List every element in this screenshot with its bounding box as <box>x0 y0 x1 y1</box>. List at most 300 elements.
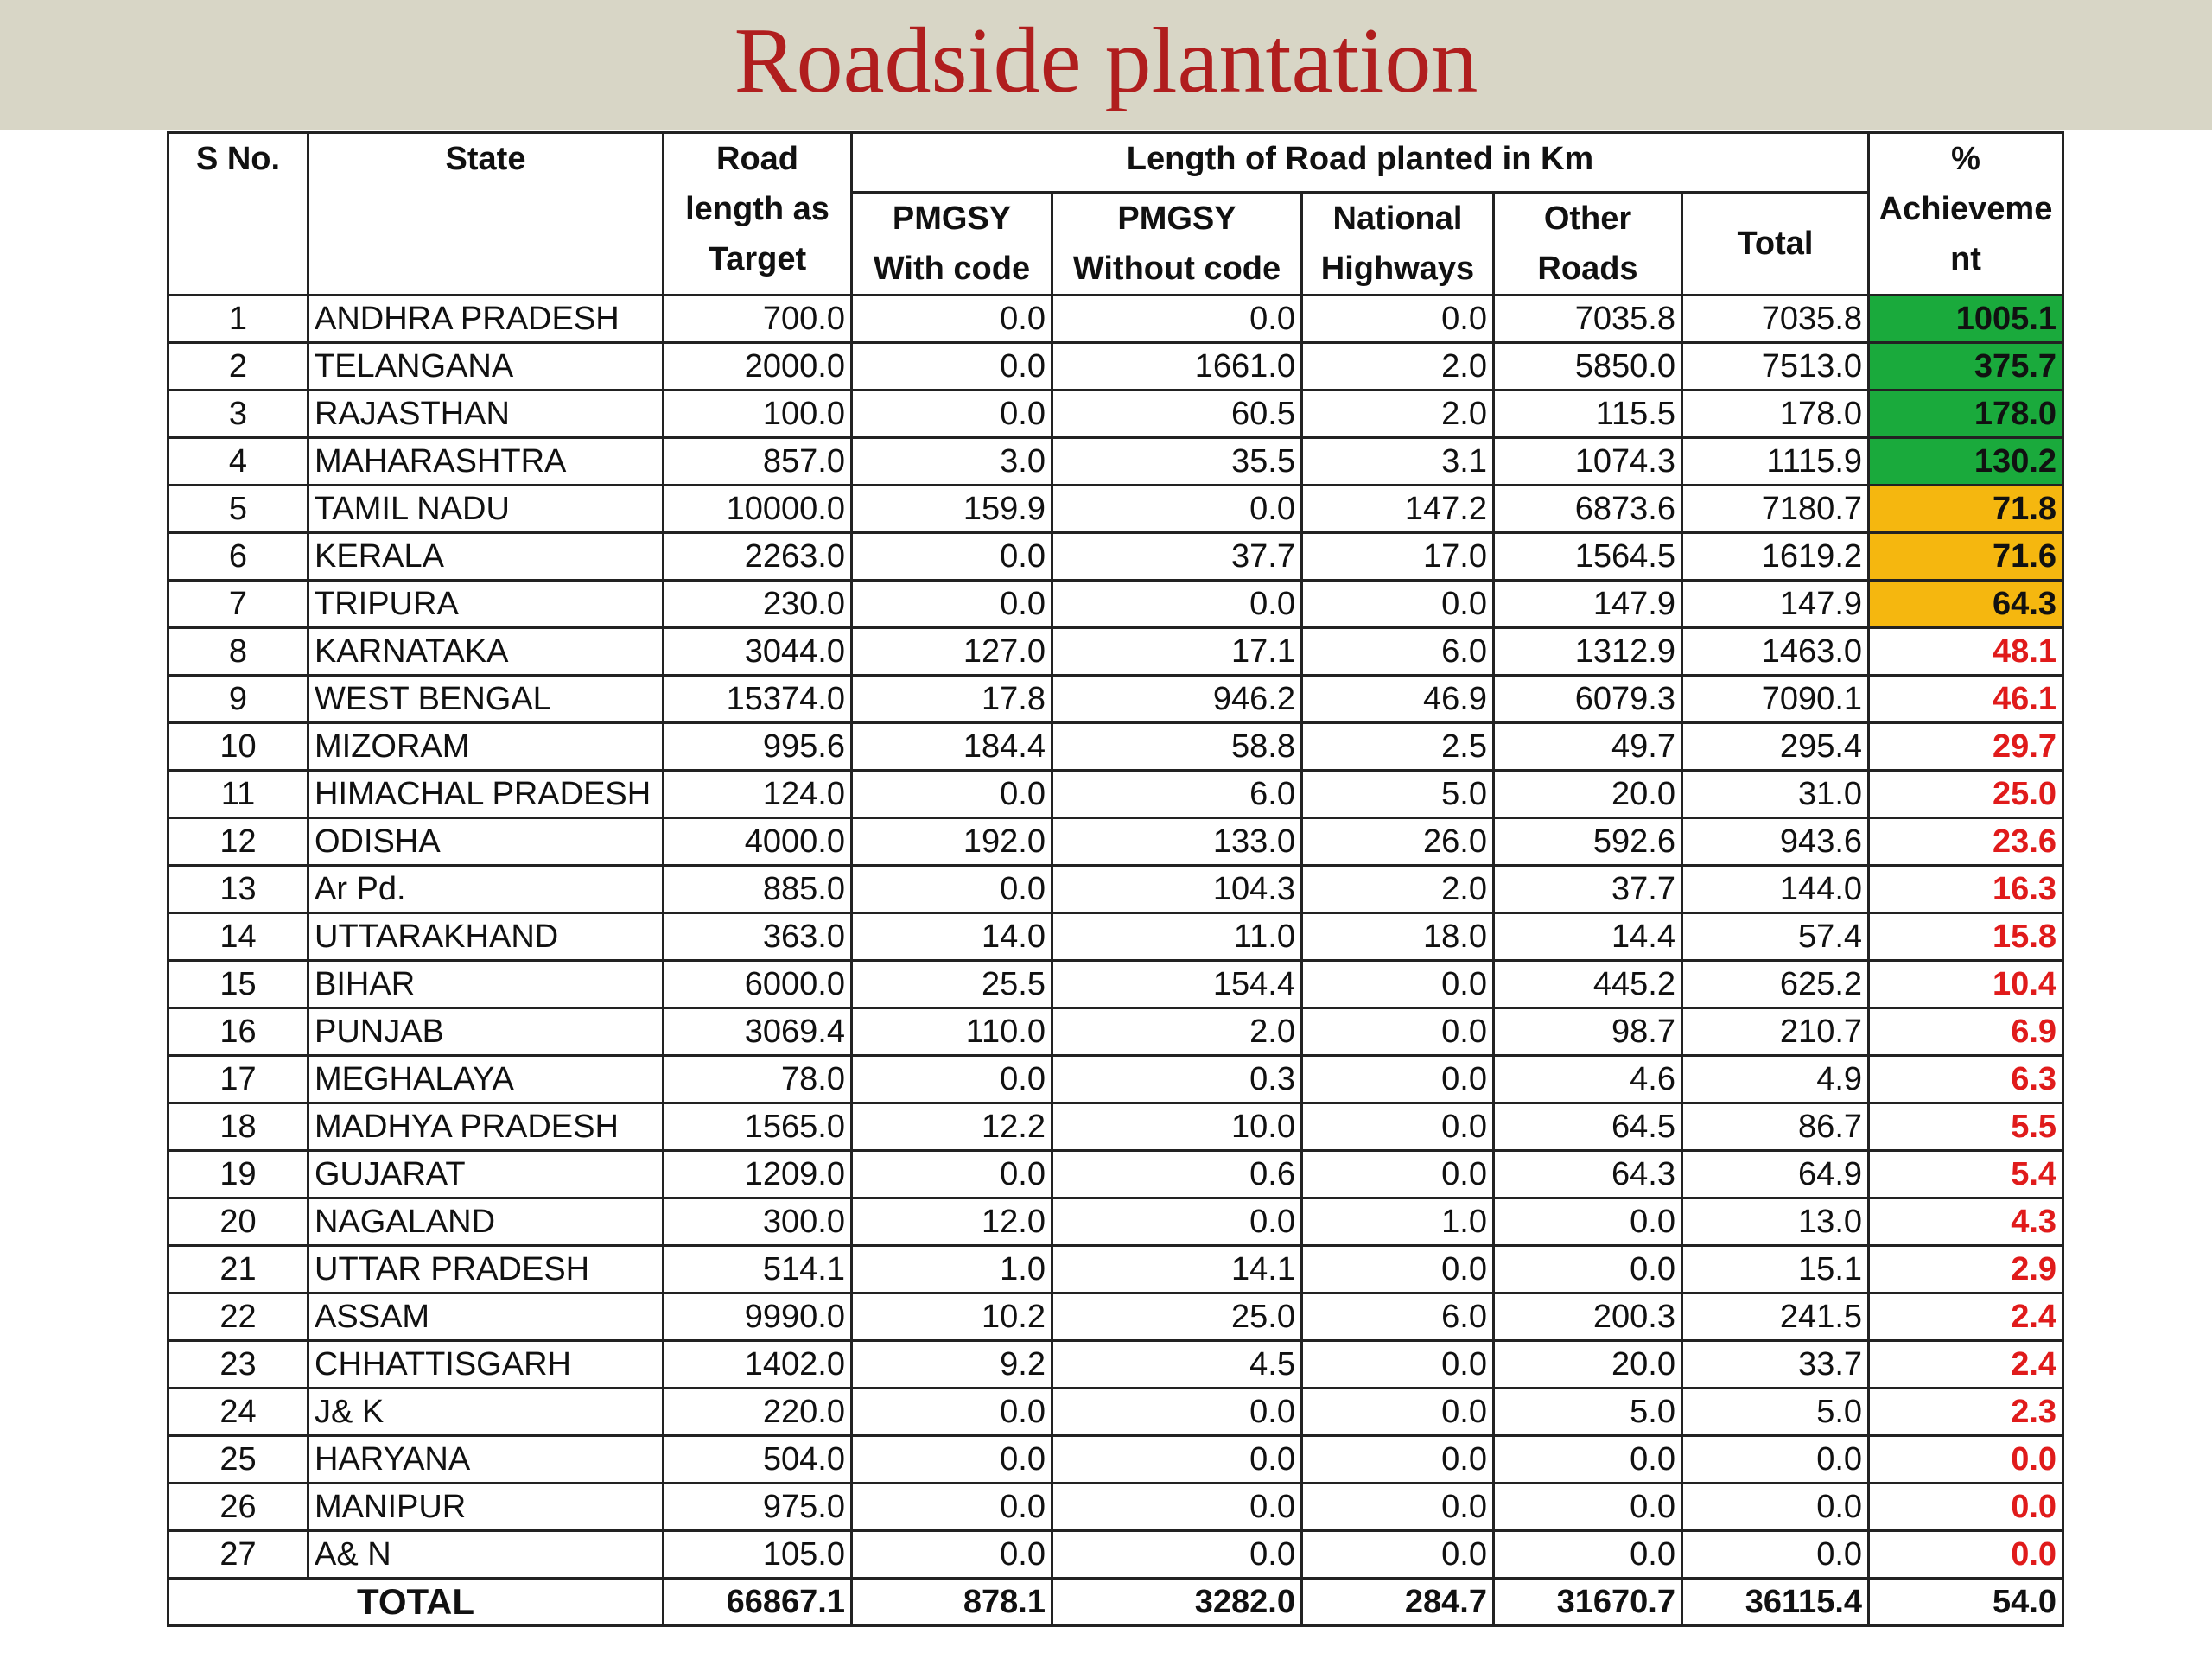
cell-national-highways: 2.0 <box>1302 866 1494 913</box>
cell-pmgsy-without: 0.0 <box>1052 1531 1302 1579</box>
cell-pmgsy-without: 104.3 <box>1052 866 1302 913</box>
header-other-line-1: Other <box>1543 200 1632 237</box>
cell-other-roads: 49.7 <box>1494 723 1682 771</box>
table-row <box>168 676 2063 723</box>
cell-sno: 1 <box>168 296 308 343</box>
cell-total: 7090.1 <box>1682 676 1869 723</box>
header-other-roads <box>1494 193 1682 296</box>
cell-road-target: 2263.0 <box>664 533 852 581</box>
cell-pmgsy-with: 14.0 <box>852 913 1052 961</box>
table-row <box>168 1103 2063 1151</box>
cell-total: 1115.9 <box>1682 438 1869 486</box>
total-pmgsy-without: 3282.0 <box>1052 1579 1302 1626</box>
table-row <box>168 1436 2063 1484</box>
cell-pmgsy-with: 12.0 <box>852 1198 1052 1246</box>
cell-pmgsy-with: 1.0 <box>852 1246 1052 1294</box>
cell-national-highways: 0.0 <box>1302 1151 1494 1198</box>
cell-pmgsy-with: 0.0 <box>852 391 1052 438</box>
cell-pmgsy-without: 154.4 <box>1052 961 1302 1008</box>
header-road-target-line-3: Target <box>708 241 807 277</box>
table-row <box>168 818 2063 866</box>
cell-pmgsy-with: 0.0 <box>852 581 1052 628</box>
header-road-target-line-1: Road <box>716 141 798 177</box>
cell-achievement: 178.0 <box>1869 391 2063 438</box>
cell-achievement: 15.8 <box>1869 913 2063 961</box>
cell-national-highways: 0.0 <box>1302 1246 1494 1294</box>
cell-other-roads: 115.5 <box>1494 391 1682 438</box>
cell-achievement: 29.7 <box>1869 723 2063 771</box>
cell-total: 86.7 <box>1682 1103 1869 1151</box>
cell-total: 4.9 <box>1682 1056 1869 1103</box>
cell-national-highways: 0.0 <box>1302 296 1494 343</box>
cell-other-roads: 592.6 <box>1494 818 1682 866</box>
cell-national-highways: 0.0 <box>1302 1531 1494 1579</box>
cell-total: 13.0 <box>1682 1198 1869 1246</box>
table-row <box>168 723 2063 771</box>
cell-national-highways: 5.0 <box>1302 771 1494 818</box>
cell-pmgsy-with: 25.5 <box>852 961 1052 1008</box>
cell-national-highways: 2.0 <box>1302 343 1494 391</box>
cell-national-highways: 0.0 <box>1302 1389 1494 1436</box>
table-row <box>168 1198 2063 1246</box>
cell-other-roads: 0.0 <box>1494 1484 1682 1531</box>
cell-sno: 20 <box>168 1198 308 1246</box>
cell-road-target: 9990.0 <box>664 1294 852 1341</box>
cell-sno: 7 <box>168 581 308 628</box>
cell-sno: 8 <box>168 628 308 676</box>
header-national-highways <box>1302 193 1494 296</box>
cell-road-target: 4000.0 <box>664 818 852 866</box>
table-row <box>168 771 2063 818</box>
cell-pmgsy-without: 58.8 <box>1052 723 1302 771</box>
cell-road-target: 124.0 <box>664 771 852 818</box>
cell-sno: 2 <box>168 343 308 391</box>
cell-achievement: 2.4 <box>1869 1341 2063 1389</box>
cell-total: 144.0 <box>1682 866 1869 913</box>
cell-pmgsy-without: 10.0 <box>1052 1103 1302 1151</box>
cell-road-target: 10000.0 <box>664 486 852 533</box>
cell-national-highways: 6.0 <box>1302 628 1494 676</box>
cell-state: ASSAM <box>308 1294 664 1341</box>
cell-total: 1619.2 <box>1682 533 1869 581</box>
header-national-line-1: National <box>1332 200 1463 237</box>
cell-other-roads: 6873.6 <box>1494 486 1682 533</box>
cell-achievement: 16.3 <box>1869 866 2063 913</box>
cell-road-target: 514.1 <box>664 1246 852 1294</box>
cell-total: 33.7 <box>1682 1341 1869 1389</box>
cell-achievement: 0.0 <box>1869 1484 2063 1531</box>
cell-national-highways: 0.0 <box>1302 1008 1494 1056</box>
header-pmgsy-with-line-2: With code <box>873 251 1031 287</box>
cell-road-target: 230.0 <box>664 581 852 628</box>
cell-pmgsy-with: 17.8 <box>852 676 1052 723</box>
cell-state: MIZORAM <box>308 723 664 771</box>
table-row <box>168 438 2063 486</box>
plantation-table-container <box>167 131 2064 1627</box>
cell-other-roads: 98.7 <box>1494 1008 1682 1056</box>
cell-total: 178.0 <box>1682 391 1869 438</box>
header-achievement-line-3: nt <box>1950 241 1981 277</box>
cell-pmgsy-with: 12.2 <box>852 1103 1052 1151</box>
cell-achievement: 0.0 <box>1869 1531 2063 1579</box>
cell-national-highways: 0.0 <box>1302 1484 1494 1531</box>
cell-road-target: 2000.0 <box>664 343 852 391</box>
cell-total: 64.9 <box>1682 1151 1869 1198</box>
cell-other-roads: 0.0 <box>1494 1531 1682 1579</box>
cell-other-roads: 4.6 <box>1494 1056 1682 1103</box>
cell-other-roads: 147.9 <box>1494 581 1682 628</box>
cell-national-highways: 0.0 <box>1302 1103 1494 1151</box>
header-state: State <box>308 133 664 296</box>
cell-state: HARYANA <box>308 1436 664 1484</box>
cell-achievement: 64.3 <box>1869 581 2063 628</box>
table-body <box>168 296 2063 1579</box>
cell-total: 7180.7 <box>1682 486 1869 533</box>
cell-pmgsy-without: 946.2 <box>1052 676 1302 723</box>
table-row <box>168 296 2063 343</box>
cell-pmgsy-with: 0.0 <box>852 1151 1052 1198</box>
cell-pmgsy-with: 184.4 <box>852 723 1052 771</box>
cell-road-target: 78.0 <box>664 1056 852 1103</box>
cell-national-highways: 17.0 <box>1302 533 1494 581</box>
cell-achievement: 0.0 <box>1869 1436 2063 1484</box>
cell-other-roads: 5.0 <box>1494 1389 1682 1436</box>
cell-sno: 16 <box>168 1008 308 1056</box>
cell-sno: 11 <box>168 771 308 818</box>
cell-pmgsy-without: 14.1 <box>1052 1246 1302 1294</box>
cell-national-highways: 0.0 <box>1302 1341 1494 1389</box>
cell-pmgsy-without: 2.0 <box>1052 1008 1302 1056</box>
cell-state: NAGALAND <box>308 1198 664 1246</box>
cell-pmgsy-with: 10.2 <box>852 1294 1052 1341</box>
cell-sno: 13 <box>168 866 308 913</box>
cell-state: MAHARASHTRA <box>308 438 664 486</box>
cell-road-target: 700.0 <box>664 296 852 343</box>
cell-pmgsy-without: 6.0 <box>1052 771 1302 818</box>
cell-sno: 5 <box>168 486 308 533</box>
cell-other-roads: 0.0 <box>1494 1198 1682 1246</box>
cell-sno: 19 <box>168 1151 308 1198</box>
header-other-line-2: Roads <box>1537 251 1638 287</box>
cell-pmgsy-with: 0.0 <box>852 1389 1052 1436</box>
cell-pmgsy-with: 9.2 <box>852 1341 1052 1389</box>
cell-sno: 26 <box>168 1484 308 1531</box>
cell-road-target: 857.0 <box>664 438 852 486</box>
cell-achievement: 48.1 <box>1869 628 2063 676</box>
cell-road-target: 3044.0 <box>664 628 852 676</box>
cell-sno: 17 <box>168 1056 308 1103</box>
cell-pmgsy-without: 0.0 <box>1052 1389 1302 1436</box>
cell-national-highways: 0.0 <box>1302 961 1494 1008</box>
cell-road-target: 3069.4 <box>664 1008 852 1056</box>
total-other-roads: 31670.7 <box>1494 1579 1682 1626</box>
cell-state: MADHYA PRADESH <box>308 1103 664 1151</box>
table-row <box>168 866 2063 913</box>
cell-pmgsy-without: 0.0 <box>1052 296 1302 343</box>
cell-achievement: 4.3 <box>1869 1198 2063 1246</box>
cell-achievement: 6.9 <box>1869 1008 2063 1056</box>
header-group-length-planted: Length of Road planted in Km <box>852 133 1869 193</box>
table-row <box>168 1389 2063 1436</box>
cell-achievement: 5.5 <box>1869 1103 2063 1151</box>
cell-achievement: 71.8 <box>1869 486 2063 533</box>
cell-pmgsy-without: 25.0 <box>1052 1294 1302 1341</box>
cell-pmgsy-without: 133.0 <box>1052 818 1302 866</box>
cell-sno: 18 <box>168 1103 308 1151</box>
cell-national-highways: 0.0 <box>1302 1436 1494 1484</box>
header-pmgsy-with-code <box>852 193 1052 296</box>
cell-road-target: 995.6 <box>664 723 852 771</box>
cell-state: CHHATTISGARH <box>308 1341 664 1389</box>
table-row <box>168 1056 2063 1103</box>
header-road-target <box>664 133 852 296</box>
cell-state: KARNATAKA <box>308 628 664 676</box>
cell-pmgsy-without: 0.0 <box>1052 486 1302 533</box>
cell-road-target: 1209.0 <box>664 1151 852 1198</box>
cell-road-target: 975.0 <box>664 1484 852 1531</box>
table-row <box>168 343 2063 391</box>
table-row <box>168 913 2063 961</box>
cell-other-roads: 64.5 <box>1494 1103 1682 1151</box>
cell-state: WEST BENGAL <box>308 676 664 723</box>
cell-road-target: 1565.0 <box>664 1103 852 1151</box>
cell-pmgsy-without: 37.7 <box>1052 533 1302 581</box>
cell-national-highways: 0.0 <box>1302 1056 1494 1103</box>
table-row <box>168 1008 2063 1056</box>
cell-achievement: 5.4 <box>1869 1151 2063 1198</box>
cell-total: 31.0 <box>1682 771 1869 818</box>
cell-other-roads: 1074.3 <box>1494 438 1682 486</box>
cell-national-highways: 147.2 <box>1302 486 1494 533</box>
cell-state: BIHAR <box>308 961 664 1008</box>
cell-road-target: 504.0 <box>664 1436 852 1484</box>
cell-national-highways: 2.5 <box>1302 723 1494 771</box>
header-pmgsy-without-code <box>1052 193 1302 296</box>
total-label: TOTAL <box>168 1579 664 1626</box>
table-row <box>168 1484 2063 1531</box>
cell-state: UTTARAKHAND <box>308 913 664 961</box>
cell-road-target: 105.0 <box>664 1531 852 1579</box>
header-pmgsy-without-line-1: PMGSY <box>1117 200 1236 237</box>
cell-total: 7035.8 <box>1682 296 1869 343</box>
cell-state: UTTAR PRADESH <box>308 1246 664 1294</box>
cell-pmgsy-without: 35.5 <box>1052 438 1302 486</box>
cell-pmgsy-with: 0.0 <box>852 1484 1052 1531</box>
table-row <box>168 1246 2063 1294</box>
cell-achievement: 46.1 <box>1869 676 2063 723</box>
cell-state: ANDHRA PRADESH <box>308 296 664 343</box>
cell-pmgsy-without: 0.3 <box>1052 1056 1302 1103</box>
header-national-line-2: Highways <box>1320 251 1475 287</box>
total-achievement: 54.0 <box>1869 1579 2063 1626</box>
cell-national-highways: 46.9 <box>1302 676 1494 723</box>
cell-achievement: 2.4 <box>1869 1294 2063 1341</box>
table-row <box>168 391 2063 438</box>
cell-total: 241.5 <box>1682 1294 1869 1341</box>
cell-achievement: 71.6 <box>1869 533 2063 581</box>
cell-national-highways: 3.1 <box>1302 438 1494 486</box>
table-row <box>168 1531 2063 1579</box>
table-row <box>168 1151 2063 1198</box>
cell-sno: 25 <box>168 1436 308 1484</box>
cell-road-target: 6000.0 <box>664 961 852 1008</box>
table-row <box>168 961 2063 1008</box>
header-achievement <box>1869 133 2063 296</box>
cell-other-roads: 64.3 <box>1494 1151 1682 1198</box>
cell-pmgsy-without: 0.0 <box>1052 1484 1302 1531</box>
cell-state: PUNJAB <box>308 1008 664 1056</box>
cell-other-roads: 20.0 <box>1494 1341 1682 1389</box>
cell-state: GUJARAT <box>308 1151 664 1198</box>
table-row <box>168 486 2063 533</box>
cell-sno: 6 <box>168 533 308 581</box>
cell-pmgsy-with: 0.0 <box>852 343 1052 391</box>
cell-pmgsy-with: 192.0 <box>852 818 1052 866</box>
total-row <box>168 1579 2063 1626</box>
cell-sno: 9 <box>168 676 308 723</box>
cell-pmgsy-without: 0.0 <box>1052 581 1302 628</box>
table-row <box>168 628 2063 676</box>
cell-pmgsy-without: 11.0 <box>1052 913 1302 961</box>
cell-road-target: 363.0 <box>664 913 852 961</box>
cell-sno: 27 <box>168 1531 308 1579</box>
cell-sno: 24 <box>168 1389 308 1436</box>
cell-other-roads: 14.4 <box>1494 913 1682 961</box>
total-total: 36115.4 <box>1682 1579 1869 1626</box>
cell-national-highways: 18.0 <box>1302 913 1494 961</box>
cell-achievement: 2.3 <box>1869 1389 2063 1436</box>
cell-state: Ar Pd. <box>308 866 664 913</box>
cell-pmgsy-with: 159.9 <box>852 486 1052 533</box>
cell-pmgsy-with: 0.0 <box>852 1531 1052 1579</box>
cell-sno: 3 <box>168 391 308 438</box>
cell-total: 0.0 <box>1682 1531 1869 1579</box>
cell-state: RAJASTHAN <box>308 391 664 438</box>
cell-state: TELANGANA <box>308 343 664 391</box>
cell-other-roads: 1564.5 <box>1494 533 1682 581</box>
total-national-highways: 284.7 <box>1302 1579 1494 1626</box>
header-road-target-line-2: length as <box>685 191 830 227</box>
cell-other-roads: 37.7 <box>1494 866 1682 913</box>
cell-national-highways: 0.0 <box>1302 581 1494 628</box>
cell-total: 1463.0 <box>1682 628 1869 676</box>
cell-total: 0.0 <box>1682 1436 1869 1484</box>
table-row <box>168 1341 2063 1389</box>
cell-road-target: 885.0 <box>664 866 852 913</box>
cell-road-target: 300.0 <box>664 1198 852 1246</box>
cell-national-highways: 26.0 <box>1302 818 1494 866</box>
cell-achievement: 2.9 <box>1869 1246 2063 1294</box>
cell-pmgsy-with: 0.0 <box>852 1436 1052 1484</box>
total-pmgsy-with: 878.1 <box>852 1579 1052 1626</box>
cell-sno: 15 <box>168 961 308 1008</box>
cell-total: 943.6 <box>1682 818 1869 866</box>
cell-road-target: 15374.0 <box>664 676 852 723</box>
cell-national-highways: 2.0 <box>1302 391 1494 438</box>
header-pmgsy-with-line-1: PMGSY <box>892 200 1012 237</box>
cell-achievement: 375.7 <box>1869 343 2063 391</box>
cell-total: 57.4 <box>1682 913 1869 961</box>
cell-other-roads: 445.2 <box>1494 961 1682 1008</box>
cell-sno: 10 <box>168 723 308 771</box>
header-pmgsy-without-line-2: Without code <box>1072 251 1281 287</box>
cell-pmgsy-without: 1661.0 <box>1052 343 1302 391</box>
cell-pmgsy-with: 0.0 <box>852 1056 1052 1103</box>
cell-other-roads: 200.3 <box>1494 1294 1682 1341</box>
header-row-top <box>168 133 2063 193</box>
cell-pmgsy-without: 60.5 <box>1052 391 1302 438</box>
cell-pmgsy-with: 0.0 <box>852 533 1052 581</box>
cell-sno: 23 <box>168 1341 308 1389</box>
cell-sno: 12 <box>168 818 308 866</box>
plantation-table <box>167 131 2064 1627</box>
cell-pmgsy-with: 3.0 <box>852 438 1052 486</box>
header-achievement-line-2: Achieveme <box>1878 191 2053 227</box>
cell-state: KERALA <box>308 533 664 581</box>
cell-other-roads: 0.0 <box>1494 1436 1682 1484</box>
cell-total: 7513.0 <box>1682 343 1869 391</box>
header-achievement-line-1: % <box>1951 141 1980 177</box>
cell-total: 147.9 <box>1682 581 1869 628</box>
cell-state: ODISHA <box>308 818 664 866</box>
cell-other-roads: 1312.9 <box>1494 628 1682 676</box>
table-row <box>168 533 2063 581</box>
cell-total: 210.7 <box>1682 1008 1869 1056</box>
cell-total: 625.2 <box>1682 961 1869 1008</box>
page-title: Roadside plantation <box>734 10 1478 112</box>
cell-pmgsy-with: 0.0 <box>852 296 1052 343</box>
cell-pmgsy-with: 0.0 <box>852 771 1052 818</box>
cell-pmgsy-without: 17.1 <box>1052 628 1302 676</box>
cell-pmgsy-with: 110.0 <box>852 1008 1052 1056</box>
header-sno: S No. <box>168 133 308 296</box>
cell-road-target: 100.0 <box>664 391 852 438</box>
cell-pmgsy-with: 127.0 <box>852 628 1052 676</box>
cell-achievement: 1005.1 <box>1869 296 2063 343</box>
cell-sno: 4 <box>168 438 308 486</box>
cell-state: TRIPURA <box>308 581 664 628</box>
table-row <box>168 1294 2063 1341</box>
cell-other-roads: 0.0 <box>1494 1246 1682 1294</box>
cell-national-highways: 6.0 <box>1302 1294 1494 1341</box>
cell-other-roads: 7035.8 <box>1494 296 1682 343</box>
cell-sno: 21 <box>168 1246 308 1294</box>
cell-total: 295.4 <box>1682 723 1869 771</box>
cell-total: 0.0 <box>1682 1484 1869 1531</box>
cell-other-roads: 20.0 <box>1494 771 1682 818</box>
cell-achievement: 23.6 <box>1869 818 2063 866</box>
cell-achievement: 25.0 <box>1869 771 2063 818</box>
cell-road-target: 220.0 <box>664 1389 852 1436</box>
cell-sno: 14 <box>168 913 308 961</box>
total-target: 66867.1 <box>664 1579 852 1626</box>
cell-achievement: 10.4 <box>1869 961 2063 1008</box>
cell-state: HIMACHAL PRADESH <box>308 771 664 818</box>
cell-other-roads: 5850.0 <box>1494 343 1682 391</box>
cell-total: 5.0 <box>1682 1389 1869 1436</box>
cell-state: MANIPUR <box>308 1484 664 1531</box>
cell-sno: 22 <box>168 1294 308 1341</box>
cell-state: J& K <box>308 1389 664 1436</box>
cell-pmgsy-without: 0.0 <box>1052 1198 1302 1246</box>
table-row <box>168 581 2063 628</box>
cell-other-roads: 6079.3 <box>1494 676 1682 723</box>
header-total: Total <box>1682 193 1869 296</box>
cell-pmgsy-without: 0.0 <box>1052 1436 1302 1484</box>
cell-achievement: 6.3 <box>1869 1056 2063 1103</box>
cell-pmgsy-without: 0.6 <box>1052 1151 1302 1198</box>
cell-national-highways: 1.0 <box>1302 1198 1494 1246</box>
